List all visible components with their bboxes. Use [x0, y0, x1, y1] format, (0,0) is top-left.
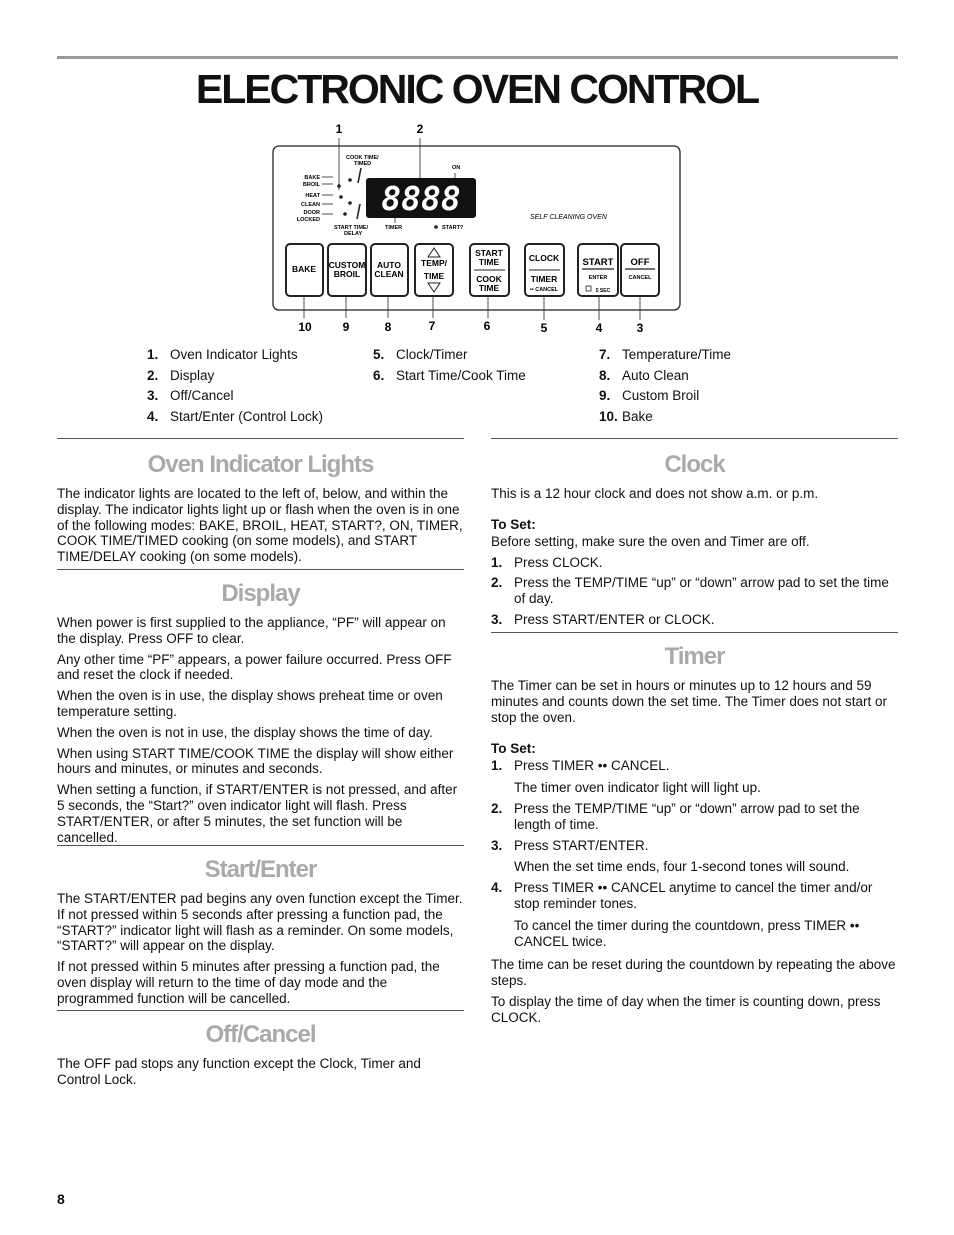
timer-reset-text: The time can be reset during the countdown by repeating the above steps. — [491, 957, 896, 989]
svg-text:TIME: TIME — [423, 271, 445, 281]
heading-display: Display — [221, 580, 300, 607]
list-item: 4. Press TIMER •• CANCEL anytime to cancel the timer and/or stop reminder tones. To cancel the timer during the countdown, press TIMER •• CANCEL twice. — [491, 880, 873, 949]
heading-off-cancel: Off/Cancel — [205, 1021, 316, 1048]
legend-item: 7. Temperature/Time — [599, 347, 732, 362]
callout-9: 9 — [342, 320, 350, 334]
start-enter-paragraph: If not pressed within 5 minutes after pressing a function pad, the oven display will return to the time of day mode and the programmed function will be cancelled. — [57, 959, 440, 1006]
callout-1: 1 — [335, 122, 343, 136]
svg-text:START: START — [582, 257, 614, 268]
display-digits: 8888 — [381, 179, 461, 218]
indicator-locked: LOCKED — [296, 217, 320, 223]
top-rule — [57, 56, 898, 59]
display-paragraph: When the oven is not in use, the display shows the time of day. — [57, 724, 433, 740]
callout-4: 4 — [595, 321, 603, 335]
section-start-enter — [57, 845, 464, 1012]
timer-text: The Timer can be set in hours or minutes up to 12 hours and 59 minutes and counts down the set time. The Timer does not start or stop the oven. — [491, 678, 887, 725]
svg-text:CUSTOM: CUSTOM — [328, 260, 366, 270]
pad-start-cook-time[interactable] — [470, 244, 509, 296]
heading-oven-indicator: Oven Indicator Lights — [147, 451, 374, 478]
callout-6: 6 — [483, 319, 491, 333]
clock-text: This is a 12 hour clock and does not show a.m. or p.m. — [491, 486, 819, 501]
pad-clock-timer[interactable] — [525, 244, 564, 296]
indicator-on: ON — [452, 165, 461, 171]
svg-text:COOK: COOK — [476, 274, 502, 284]
pad-auto-clean[interactable] — [371, 244, 408, 296]
svg-text:•• CANCEL: •• CANCEL — [529, 287, 559, 293]
list-item: 2. Press the TEMP/TIME “up” or “down” arrow pad to set the time of day. — [491, 575, 889, 607]
oven-indicator-text: The indicator lights are located to the left of, below, and within the display. The indicator lights light up or flash when the oven is in one of the following modes: BAKE, BROIL, HEAT, START?, ON, TIMER, COOK TIME/TIMED cooking (on some models), and START TIME/DELAY cooking (on some models). — [57, 486, 463, 565]
indicator-start: START? — [442, 225, 464, 231]
callout-10: 10 — [298, 320, 312, 334]
legend-item: 10. Bake — [599, 408, 653, 424]
legend-item: 5. Clock/Timer — [373, 347, 468, 362]
timer-to-set: To Set: — [491, 741, 536, 757]
pad-custom-broil[interactable] — [328, 244, 366, 296]
legend-item: 9. Custom Broil — [599, 388, 700, 403]
list-item: 1. Press TIMER •• CANCEL. The timer oven indicator light will light up. — [491, 758, 761, 796]
svg-text:BAKE: BAKE — [291, 264, 317, 274]
section-oven-indicator — [57, 438, 464, 570]
clock-steps — [491, 555, 898, 628]
list-item: 2. Press the TEMP/TIME “up” or “down” arrow pad to set the length of time. — [491, 800, 860, 832]
clock-before-text: Before setting, make sure the oven and Timer are off. — [491, 533, 810, 549]
timer-display-text: To display the time of day when the timer is counting down, press CLOCK. — [491, 993, 881, 1025]
clock-to-set: To Set: — [491, 516, 536, 532]
display-paragraph: When power is first supplied to the appliance, “PF” will appear on the display. Press OFF to clear. — [57, 615, 446, 646]
list-item: 3. Press START/ENTER. When the set time ends, four 1-second tones will sound. — [491, 837, 850, 875]
legend-item: 1. Oven Indicator Lights — [147, 347, 298, 362]
heading-start-enter: Start/Enter — [204, 856, 317, 883]
heading-timer: Timer — [664, 643, 725, 670]
section-display — [57, 569, 464, 850]
display-paragraph: When setting a function, if START/ENTER is not pressed, and after 5 seconds, the “Start?” oven indicator light will flash. Press START/ENTER, or after 5 minutes, the set function will be cancelled. — [57, 782, 458, 845]
section-off-cancel — [57, 1010, 464, 1093]
legend-item: 2. Display — [147, 367, 215, 383]
display-paragraph: Any other time “PF” appears, a power failure occurred. Press OFF and reset the clock if needed. — [57, 651, 452, 683]
svg-text:ENTER: ENTER — [588, 275, 608, 281]
indicator-heat: HEAT — [305, 193, 320, 199]
svg-text:CLOCK: CLOCK — [528, 253, 560, 263]
svg-text:BROIL: BROIL — [333, 269, 361, 279]
control-panel-diagram — [57, 120, 898, 340]
indicator-broil: BROIL — [302, 182, 320, 188]
svg-text:CLEAN: CLEAN — [374, 269, 404, 279]
list-item: 3. Press START/ENTER or CLOCK. — [491, 611, 715, 627]
heading-clock: Clock — [664, 451, 725, 478]
svg-text:CANCEL: CANCEL — [628, 275, 652, 281]
callout-8: 8 — [384, 320, 392, 334]
svg-text:OFF: OFF — [630, 257, 650, 268]
svg-text:TIME: TIME — [478, 257, 500, 267]
pad-temp-time[interactable] — [415, 244, 453, 296]
callout-2: 2 — [416, 122, 424, 136]
display-paragraph: When the oven is in use, the display shows preheat time or oven temperature setting. — [57, 688, 443, 719]
indicator-timer: TIMER — [385, 225, 403, 231]
list-item: 1. Press CLOCK. — [491, 554, 603, 570]
indicator-door: DOOR — [303, 210, 320, 216]
legend-item: 3. Off/Cancel — [147, 388, 234, 403]
pad-bake[interactable] — [286, 244, 323, 296]
svg-text:START: START — [475, 248, 503, 258]
display-paragraph: When using START TIME/COOK TIME the display will show either hours and minutes, or minutes and seconds. — [57, 745, 454, 777]
self-cleaning-label: SELF CLEANING OVEN — [530, 214, 607, 221]
timer-steps — [491, 758, 898, 949]
callout-7: 7 — [428, 319, 436, 333]
callout-3: 3 — [636, 321, 644, 335]
indicator-timed: TIMED — [354, 161, 372, 167]
callout-5: 5 — [540, 321, 548, 335]
svg-text:TIMER: TIMER — [530, 274, 558, 284]
legend-item: 8. Auto Clean — [599, 367, 689, 383]
section-timer — [491, 632, 898, 1031]
indicator-bake: BAKE — [304, 175, 320, 181]
indicator-start-time: START TIME/ — [334, 225, 369, 231]
page-title: ELECTRONIC OVEN CONTROL — [195, 66, 759, 112]
indicator-cook-time: COOK TIME/ — [346, 155, 379, 161]
pad-start-enter[interactable] — [578, 244, 618, 296]
svg-text:AUTO: AUTO — [377, 260, 401, 270]
indicator-clean: CLEAN — [301, 202, 320, 208]
pad-off-cancel[interactable] — [621, 244, 659, 296]
start-enter-paragraph: The START/ENTER pad begins any oven function except the Timer. If not pressed within 5 seconds after pressing a function pad, the “START?” indicator light will flash as a reminder. On some models, “START?” will appear on the display. — [57, 891, 463, 954]
svg-text:TEMP/: TEMP/ — [421, 258, 447, 268]
section-clock — [491, 438, 898, 633]
svg-text:TIME: TIME — [478, 283, 500, 293]
indicator-delay: DELAY — [344, 231, 363, 237]
off-cancel-text: The OFF pad stops any function except the Clock, Timer and Control Lock. — [57, 1056, 421, 1087]
svg-text:5 SEC: 5 SEC — [595, 288, 611, 294]
legend-item: 4. Start/Enter (Control Lock) — [147, 408, 324, 424]
legend-item: 6. Start Time/Cook Time — [373, 367, 526, 383]
page-number: 8 — [57, 1191, 65, 1207]
